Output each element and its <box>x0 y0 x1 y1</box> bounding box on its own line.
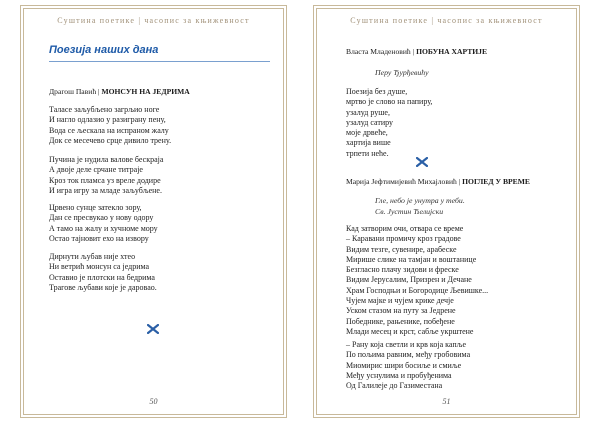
verse-line: хартија више <box>346 138 391 148</box>
dedication <box>375 195 465 217</box>
verse-line: И нагло одлазио у разиграну пену, <box>49 115 166 125</box>
verse-line: А двоје деле срчане титраје <box>49 165 143 175</box>
verse-line: узалуд руше, <box>346 107 390 117</box>
running-header: Суштина поетике | часопис за књижевност <box>350 16 543 25</box>
poem-heading <box>49 87 190 96</box>
verse-line: мртво је слово на папиру, <box>346 97 433 107</box>
verse-line: Чујем мајке и чујем крике дечје <box>346 296 454 306</box>
poem-author: Марија Јефтимијевић Михајловић | <box>346 177 461 186</box>
verse-line: Таласе заљубљено загрљио ноге <box>49 105 160 114</box>
verse-line: А тамо на жалу и хучноме мору <box>49 223 158 233</box>
verse-line: Видим Јерусалим, Призрен и Дечане <box>346 275 472 285</box>
verse-line: Храм Господњи и Богородице Љевишке... <box>346 285 489 295</box>
stanza <box>346 224 488 337</box>
dedication-line: Св. Јустин Ћелијски <box>375 207 444 216</box>
verse-line: Дан се пресвукао у нову одору <box>49 213 154 223</box>
verse-line: По пољима равним, међу гробовима <box>346 350 471 360</box>
verse-line: Уском стазом на путу за Једрене <box>346 306 456 316</box>
page-number: 51 <box>442 397 451 406</box>
verse-line: Пучина је нудила валове бескраја <box>49 155 164 164</box>
section-title: Поезија наших дана <box>49 44 159 56</box>
verse-line: Трагове љубави које је даровао. <box>49 282 157 292</box>
verse-line: Победнике, рањенике, побеђене <box>346 316 455 326</box>
verse-line: Од Галилеје до Газиместана <box>346 381 443 391</box>
cross-ornament-icon <box>416 157 428 167</box>
verse-line: трпети неће. <box>346 148 389 158</box>
verse-line: Безгласно плачу зидови и фреске <box>346 265 459 275</box>
verse-line: Међу уснулима и пробуђенима <box>346 370 452 380</box>
verse-line: Миомирис шири босиље и смиље <box>346 360 462 370</box>
verse-line: Кроз ток пламса уз вреле додире <box>49 175 161 185</box>
verse-line: Поезија без душе, <box>346 87 408 96</box>
left-page <box>20 5 287 418</box>
running-header: Суштина поетике | часопис за књижевност <box>57 16 250 25</box>
poem-heading <box>346 47 487 56</box>
verse-line: Дирнути љубав није хтео <box>49 252 136 261</box>
poem-title: МОНСУН НА ЈЕДРИМА <box>101 87 190 96</box>
poem-author: Драгош Павић | <box>49 87 100 96</box>
stanza <box>49 203 158 244</box>
section-title-rule <box>49 61 270 62</box>
cross-ornament-icon <box>147 324 159 334</box>
stanza <box>49 155 163 196</box>
poem-title: ПОБУНА ХАРТИЈЕ <box>416 47 488 56</box>
verse-line: Црвено сунце затекло зору, <box>49 203 142 212</box>
verse-line: Млади месец и крст, сабље укрштене <box>346 326 474 336</box>
poem-author: Власта Младеновић | <box>346 47 415 56</box>
stanza <box>346 87 432 159</box>
stanza <box>346 340 470 391</box>
poem-heading <box>346 177 530 186</box>
verse-line: Ни ветрић монсун са једрима <box>49 262 150 272</box>
verse-line: Остао тајновит ехо на извору <box>49 233 149 243</box>
verse-line: Вода се љескала на испраном жалу <box>49 125 169 135</box>
verse-line: Мирише слике на тамјан и воштанице <box>346 254 477 264</box>
stanza <box>49 252 157 293</box>
verse-line: Док се месечево срце дивило трену. <box>49 135 172 145</box>
stanza <box>49 105 171 146</box>
poem-title: ПОГЛЕД У ВРЕМЕ <box>462 177 530 186</box>
right-page <box>313 5 580 418</box>
verse-line: И игра игру за младе заљубљене. <box>49 185 162 195</box>
verse-line: узалуд сатиру <box>346 117 394 127</box>
verse-line: Видим тезге, сувенире, арабеске <box>346 244 457 254</box>
verse-line: – Каравани промичу кроз градове <box>346 234 461 244</box>
verse-line: Оставио је плотски на бедрима <box>49 272 155 282</box>
dedication <box>375 67 429 78</box>
page-number: 50 <box>149 397 158 406</box>
dedication-line: Перу Ђурђевићу <box>375 68 429 77</box>
verse-line: моје дрвеће, <box>346 128 388 138</box>
verse-line: – Рану која светли и крв која капље <box>346 340 466 349</box>
dedication-line: Гле, небо је унутра у теби. <box>375 196 465 205</box>
verse-line: Кад затворим очи, отвара се време <box>346 224 464 233</box>
